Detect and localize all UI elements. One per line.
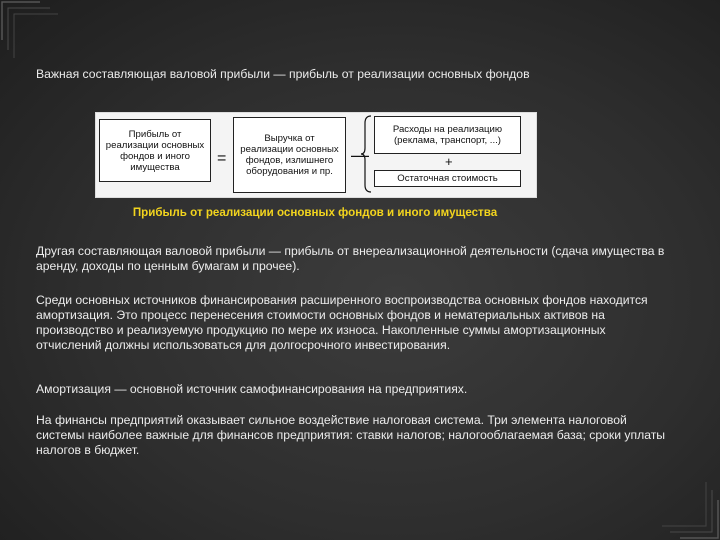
paragraph-self-financing: Амортизация — основной источник самофинансирования на предприятиях. — [36, 382, 468, 396]
profit-formula-diagram — [95, 112, 537, 198]
intro-text: Важная составляющая валовой прибыли — прибыль от реализации основных фондов — [36, 67, 530, 81]
diagram-caption: Прибыль от реализации основных фондов и иного имущества — [132, 206, 498, 219]
minus-sign: — — [351, 145, 369, 165]
paragraph-amortization: Среди основных источников финансирования расширенного воспроизводства основных фондов находится амортизация. Это процесс перенесения стоимости основных фондов и нематериальных активов на производство и реализуемую продукцию по мере их износа. Накопленные суммы амортизационных отчислений должны использоваться для долгосрочного инвестирования. — [36, 293, 648, 352]
revenue-box: Выручка от реализации основных фондов, излишнего оборудования и пр. — [233, 117, 346, 193]
residual-value-box: Остаточная стоимость — [374, 170, 521, 187]
corner-decoration-top-left — [0, 0, 60, 60]
paragraph-tax-system: На финансы предприятий оказывает сильное воздействие налоговая система. Три элемента налоговой системы наиболее важные для финансов предприятия: ставки налогов; налогооблагаемая база; сроки уплаты налогов в бюджет. — [36, 413, 666, 457]
left-brace-icon — [360, 115, 372, 193]
expenses-box: Расходы на реализацию (реклама, транспорт, ...) — [374, 116, 521, 154]
plus-sign: + — [445, 154, 453, 169]
equals-sign: = — [217, 150, 227, 167]
corner-decoration-bottom-right — [660, 480, 720, 540]
paragraph-nonoperating-profit: Другая составляющая валовой прибыли — прибыль от внереализационной деятельности (сдача имущества в аренду, доходы по ценным бумагам и прочее). — [36, 244, 665, 273]
profit-box: Прибыль от реализации основных фондов и иного имущества — [99, 119, 211, 182]
